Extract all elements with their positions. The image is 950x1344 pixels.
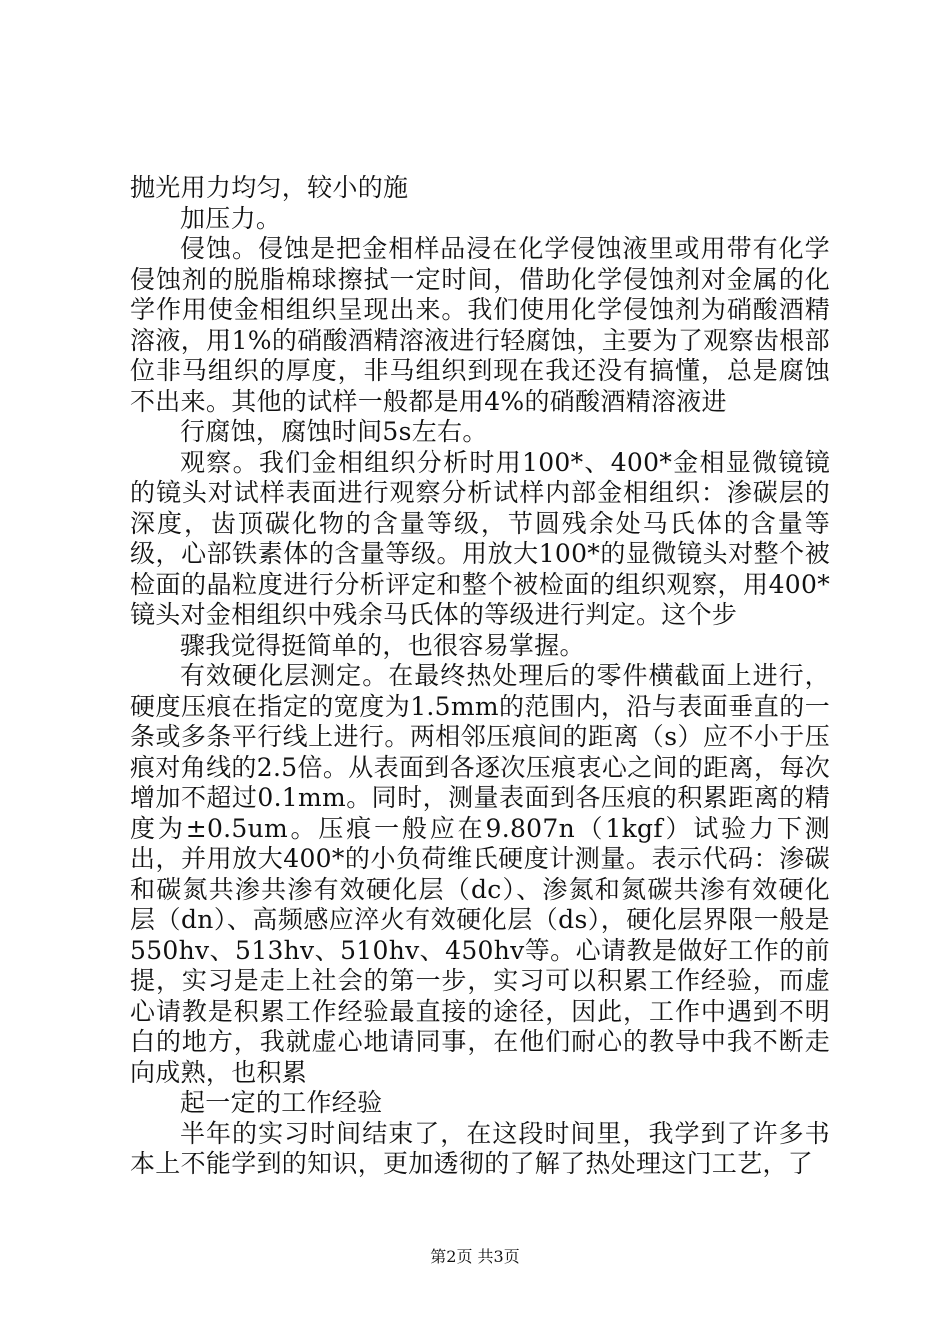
paragraph-observation: 观察。我们金相组织分析时用100*、400*金相显微镜镜的镜头对试样表面进行观察分析试样内部金相组织：渗碳层的深度，齿顶碳化物的含量等级，节圆残余处马氏体的含量等级，心部铁素体的含量等级。用放大100*的显微镜头对整个被检面的晶粒度进行分析评定和整个被检面的组织观察，用400*镜头对金相组织中残余马氏体的等级进行判定。这个步 bbox=[130, 447, 830, 629]
body-text bbox=[130, 173, 830, 1180]
paragraph-work-experience: 起一定的工作经验 bbox=[180, 1088, 383, 1117]
paragraph-observation-end: 骤我觉得挺简单的，也很容易掌握。 bbox=[180, 630, 585, 660]
paragraph-pressure: 加压力。 bbox=[180, 203, 282, 233]
paragraph-hardened-layer: 有效硬化层测定。在最终热处理后的零件横截面上进行，硬度压痕在指定的宽度为1.5mm的范围内，沿与表面垂直的一条或多条平行线上进行。两相邻压痕间的距离（s）应不小于压痕对角线的2.5倍。从表面到各逐次压痕衷心之间的距离，每次增加不超过0.1mm。同时，测量表面到各压痕的积累距离的精度为±0.5um。压痕一般应在9.807n（1kgf）试验力下测出，并用放大400*的小负荷维氏硬度计测量。表示代码：渗碳和碳氮共渗共渗有效硬化层（dc）、渗氮和氮碳共渗有效硬化层（dn）、高频感应淬火有效硬化层（ds），硬化层界限一般是550hv、513hv、510hv、450hv等。心请教是做好工作的前提，实习是走上社会的第一步，实习可以积累工作经验，而虚心请教是积累工作经验最直接的途径，因此，工作中遇到不明白的地方，我就虚心地请同事，在他们耐心的教导中我不断走向成熟，也积累 bbox=[130, 661, 830, 1087]
page-number-footer: 第2页 共3页 bbox=[430, 1247, 520, 1266]
paragraph-polish-force: 抛光用力均匀，较小的施 bbox=[130, 173, 409, 202]
paragraph-etching: 侵蚀。侵蚀是把金相样品浸在化学侵蚀液里或用带有化学侵蚀剂的脱脂棉球擦拭一定时间，借助化学侵蚀剂对金属的化学作用使金相组织呈现出来。我们使用化学侵蚀剂为硝酸酒精溶液，用1%的硝酸酒精溶液进行轻腐蚀，主要为了观察齿根部位非马组织的厚度，非马组织到现在我还没有搞懂，总是腐蚀不出来。其他的试样一般都是用4%的硝酸酒精溶液进 bbox=[130, 234, 830, 416]
paragraph-etching-time: 行腐蚀，腐蚀时间5s左右。 bbox=[180, 417, 488, 446]
paragraph-internship-summary: 半年的实习时间结束了，在这段时间里，我学到了许多书本上不能学到的知识，更加透彻的了解了热处理这门工艺，了 bbox=[130, 1118, 830, 1178]
